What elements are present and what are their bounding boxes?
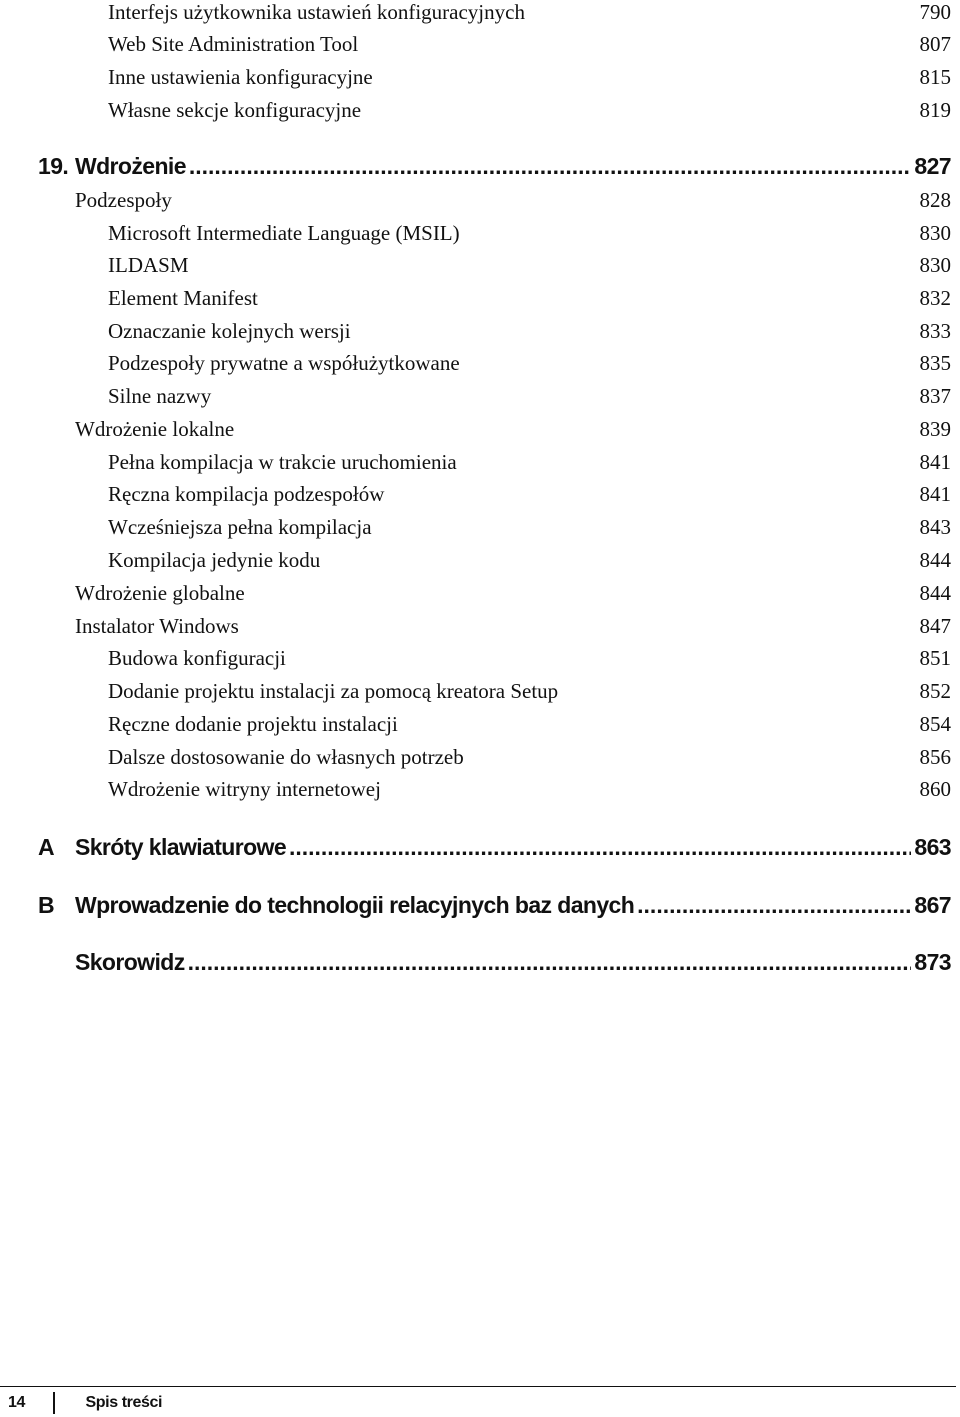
chapter-title: Wdrożenie [75, 153, 186, 179]
toc-entry-page: 837 [919, 384, 951, 408]
toc-entry[interactable] [75, 184, 951, 216]
toc-entry[interactable] [75, 413, 951, 445]
appendix-title: Skróty klawiaturowe [75, 834, 287, 860]
toc-entry-title: Wdrożenie lokalne [75, 417, 235, 441]
toc-entry-page: 860 [919, 777, 951, 801]
toc-entry-title: Wdrożenie globalne [75, 581, 245, 605]
dot-leader [637, 885, 911, 925]
toc-entry-title: Element Manifest [108, 286, 258, 310]
toc-entry-page: 856 [919, 745, 951, 769]
toc-entry[interactable] [108, 642, 951, 674]
toc-entry[interactable] [108, 380, 951, 412]
toc-entry-title: Własne sekcje konfiguracyjne [108, 98, 362, 122]
dot-leader [188, 942, 912, 982]
toc-entry-title: Dodanie projektu instalacji za pomocą kreatora Setup [108, 679, 559, 703]
toc-entry[interactable] [108, 511, 951, 543]
toc-entry-page: 839 [919, 417, 951, 441]
toc-entry[interactable] [108, 61, 951, 93]
toc-entry-title: Microsoft Intermediate Language (MSIL) [108, 221, 460, 245]
toc-entry[interactable] [108, 741, 951, 773]
toc-entry-title: Oznaczanie kolejnych wersji [108, 319, 351, 343]
toc-entry-title: Wdrożenie witryny internetowej [108, 777, 381, 801]
toc-entry[interactable] [108, 708, 951, 740]
toc-entry[interactable] [108, 0, 951, 28]
toc-appendix-b[interactable] [38, 885, 951, 925]
toc-entry-page: 847 [919, 614, 951, 638]
toc-entry-page: 807 [919, 32, 951, 56]
dot-leader [189, 146, 912, 186]
footer-separator [53, 1392, 55, 1414]
toc-entry-page: 830 [919, 253, 951, 277]
toc-chapter-19[interactable] [38, 146, 951, 186]
toc-entry[interactable] [75, 577, 951, 609]
toc-entry-title: Instalator Windows [75, 614, 239, 638]
toc-entry[interactable] [108, 347, 951, 379]
toc-entry-page: 841 [919, 450, 951, 474]
toc-entry-page: 844 [919, 548, 951, 572]
page-footer [8, 1391, 162, 1415]
toc-entry-title: Silne nazwy [108, 384, 212, 408]
toc-entry-title: Podzespoły prywatne a współużytkowane [108, 351, 460, 375]
toc-index[interactable] [38, 942, 951, 982]
toc-entry[interactable] [108, 478, 951, 510]
toc-entry-title: Inne ustawienia konfiguracyjne [108, 65, 373, 89]
toc-entry-page: 841 [919, 482, 951, 506]
toc-entry-page: 819 [919, 98, 951, 122]
toc-entry-page: 851 [919, 646, 951, 670]
toc-entry-title: Ręczne dodanie projektu instalacji [108, 712, 398, 736]
toc-entry[interactable] [108, 217, 951, 249]
toc-entry-page: 815 [919, 65, 951, 89]
toc-entry-title: Podzespoły [75, 188, 172, 212]
appendix-page: 863 [914, 834, 951, 860]
toc-entry-title: Dalsze dostosowanie do własnych potrzeb [108, 745, 464, 769]
toc-entry-title: Pełna kompilacja w trakcie uruchomienia [108, 450, 457, 474]
toc-entry-page: 843 [919, 515, 951, 539]
toc-appendix-a[interactable] [38, 827, 951, 867]
toc-entry-title: Interfejs użytkownika ustawień konfiguracyjnych [108, 0, 525, 24]
toc-entry-title: Web Site Administration Tool [108, 32, 359, 56]
toc-entry[interactable] [108, 675, 951, 707]
dot-leader [289, 827, 911, 867]
chapter-number: 19. [38, 153, 69, 179]
chapter-page: 827 [914, 153, 951, 179]
toc-entry-page: 844 [919, 581, 951, 605]
toc-entry-title: Wcześniejsza pełna kompilacja [108, 515, 372, 539]
toc-entry[interactable] [108, 282, 951, 314]
index-page: 873 [914, 949, 951, 975]
toc-entry-title: ILDASM [108, 253, 189, 277]
footer-rule [0, 1386, 956, 1387]
toc-entry-page: 835 [919, 351, 951, 375]
toc-entry-page: 832 [919, 286, 951, 310]
toc-entry-page: 830 [919, 221, 951, 245]
toc-entry-title: Kompilacja jedynie kodu [108, 548, 321, 572]
toc-entry[interactable] [75, 610, 951, 642]
appendix-title: Wprowadzenie do technologii relacyjnych baz danych [75, 892, 635, 918]
appendix-letter: A [38, 834, 55, 860]
toc-entry-page: 852 [919, 679, 951, 703]
appendix-page: 867 [914, 892, 951, 918]
toc-entry[interactable] [108, 773, 951, 805]
toc-entry[interactable] [108, 315, 951, 347]
toc-entry-title: Ręczna kompilacja podzespołów [108, 482, 385, 506]
footer-section-title: Spis treści [85, 1394, 163, 1411]
toc-entry[interactable] [108, 544, 951, 576]
toc-entry[interactable] [108, 249, 951, 281]
appendix-letter: B [38, 892, 55, 918]
index-title: Skorowidz [75, 949, 185, 975]
toc-entry-page: 833 [919, 319, 951, 343]
toc-entry[interactable] [108, 446, 951, 478]
toc-entry[interactable] [108, 28, 951, 60]
toc-entry-title: Budowa konfiguracji [108, 646, 286, 670]
toc-entry[interactable] [108, 94, 951, 126]
toc-entry-page: 790 [919, 0, 951, 24]
toc-entry-page: 854 [919, 712, 951, 736]
footer-page-number: 14 [8, 1394, 25, 1411]
toc-entry-page: 828 [919, 188, 951, 212]
